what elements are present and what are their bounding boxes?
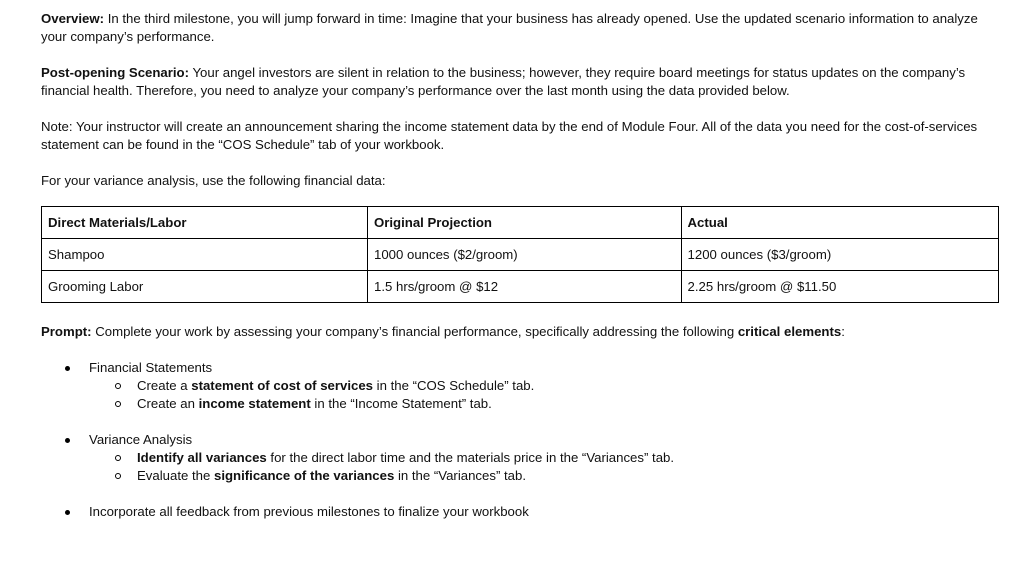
scenario-paragraph <box>41 64 1001 100</box>
table-cell: Shampoo <box>42 239 368 271</box>
list-item-title: Financial Statements <box>89 360 213 375</box>
circle-bullet-icon <box>115 455 121 461</box>
bullet-icon <box>65 438 70 443</box>
list-group <box>62 359 962 413</box>
table-cell: Grooming Labor <box>42 271 368 303</box>
table-row <box>42 271 999 303</box>
sub-item-bold: Identify all variances <box>137 450 267 465</box>
sub-item-bold: income statement <box>198 396 311 411</box>
overview-label: Overview: <box>41 11 105 26</box>
table-header-cell: Actual <box>681 207 998 239</box>
prompt-paragraph <box>41 323 1001 341</box>
sub-item-text: Create a <box>137 378 192 393</box>
table-cell: 1200 ounces ($3/groom) <box>681 239 998 271</box>
sub-list <box>62 449 962 485</box>
list-item-title: Variance Analysis <box>89 432 193 447</box>
sub-item-text: for the direct labor time and the materials price in the “Variances” tab. <box>266 450 675 465</box>
note-paragraph: Note: Your instructor will create an announcement sharing the income statement data by the end of Module Four. All of the data you need for the cost-of-services statement can be found in the “COS Schedule” tab of your workbook. <box>41 119 978 152</box>
prompt-bold: critical elements <box>737 324 842 339</box>
circle-bullet-icon <box>115 401 121 407</box>
overview-text: In the third milestone, you will jump forward in time: Imagine that your business has already opened. Use the updated scenario information to analyze your company’s performance. <box>41 11 978 44</box>
list-item-title: Incorporate all feedback from previous milestones to finalize your workbook <box>89 504 529 519</box>
scenario-text: Your angel investors are silent in relation to the business; however, they require board meetings for status updates on the company’s financial health. Therefore, you need to analyze your company’s performance over the last month using the data provided below. <box>41 65 966 98</box>
overview-paragraph <box>41 10 1001 46</box>
sub-item-text: Evaluate the <box>137 468 214 483</box>
variance-intro: For your variance analysis, use the following financial data: <box>41 173 386 188</box>
table-row <box>42 239 999 271</box>
sub-item-text: Create an <box>137 396 199 411</box>
prompt-text: Complete your work by assessing your company’s financial performance, specifically addressing the following <box>91 324 738 339</box>
sub-item-bold: statement of cost of services <box>191 378 374 393</box>
sub-list <box>62 377 962 413</box>
table-cell: 2.25 hrs/groom @ $11.50 <box>681 271 998 303</box>
sub-list-item <box>62 377 962 395</box>
sub-item-text: in the “COS Schedule” tab. <box>373 378 535 393</box>
document-body <box>41 10 1001 190</box>
sub-list-item <box>62 395 962 413</box>
prompt-end: : <box>841 324 845 339</box>
sub-item-text: in the “Income Statement” tab. <box>310 396 492 411</box>
circle-bullet-icon <box>115 383 121 389</box>
table-cell: 1000 ounces ($2/groom) <box>368 239 682 271</box>
list-group <box>62 503 962 521</box>
critical-elements-list <box>62 359 962 521</box>
list-item <box>62 359 962 377</box>
bullet-icon <box>65 510 70 515</box>
table-header-cell: Original Projection <box>368 207 682 239</box>
financial-data-table <box>41 206 999 303</box>
list-group <box>62 431 962 485</box>
sub-item-text: in the “Variances” tab. <box>394 468 526 483</box>
table-cell: 1.5 hrs/groom @ $12 <box>368 271 682 303</box>
circle-bullet-icon <box>115 473 121 479</box>
sub-list-item <box>62 467 962 485</box>
sub-item-bold: significance of the variances <box>213 468 395 483</box>
list-item <box>62 431 962 449</box>
scenario-label: Post-opening Scenario: <box>41 65 190 80</box>
list-item <box>62 503 962 521</box>
prompt-label: Prompt: <box>41 324 92 339</box>
sub-list-item <box>62 449 962 467</box>
bullet-icon <box>65 366 70 371</box>
table-header-row <box>42 207 999 239</box>
table-header-cell: Direct Materials/Labor <box>42 207 368 239</box>
